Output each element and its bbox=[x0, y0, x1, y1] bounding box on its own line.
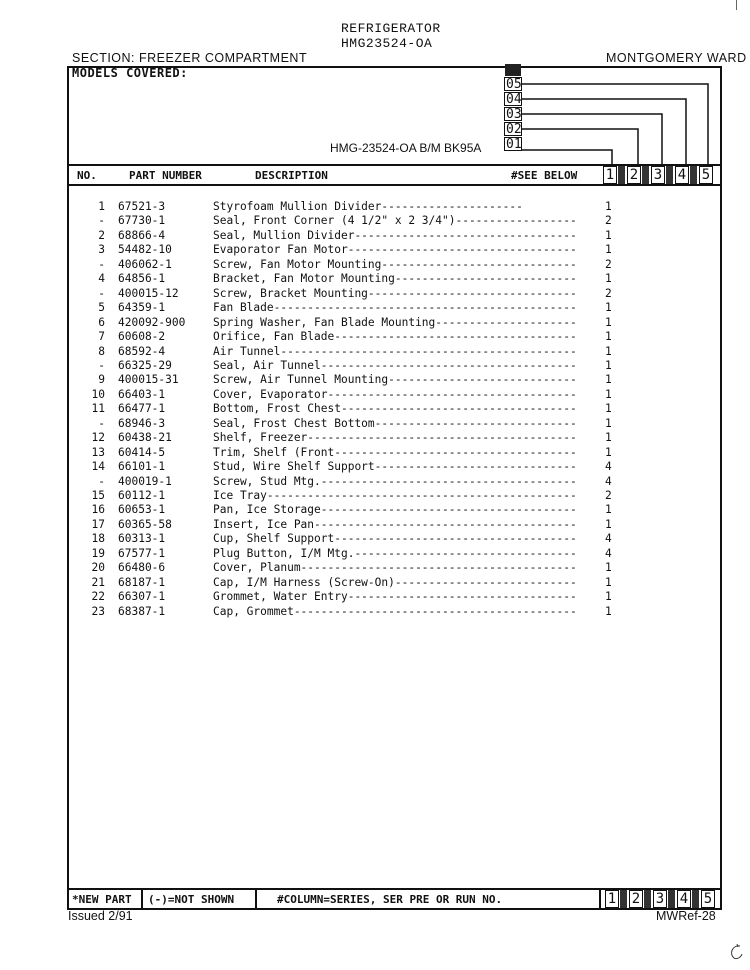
part-quantity: 2 bbox=[605, 214, 612, 228]
part-number: 420092-900 bbox=[118, 315, 186, 329]
part-quantity: 4 bbox=[605, 546, 612, 560]
footer-series-divider bbox=[692, 890, 699, 908]
footer-divider bbox=[599, 890, 601, 908]
part-number: 68592-4 bbox=[118, 344, 166, 358]
model-line: HMG-23524-OA B/M BK95A bbox=[330, 141, 482, 155]
header-series-num-5: 5 bbox=[699, 166, 713, 184]
item-number: - bbox=[98, 257, 105, 271]
part-description: Seal, Frost Chest Bottom------------------------------ bbox=[213, 416, 577, 430]
part-quantity: 1 bbox=[605, 315, 612, 329]
header-series-num-3: 3 bbox=[651, 166, 665, 184]
part-number: 67577-1 bbox=[118, 546, 166, 560]
part-description: Cup, Shelf Support------------------------------------ bbox=[213, 532, 577, 546]
part-description: Orifice, Fan Blade------------------------------------ bbox=[213, 330, 577, 344]
part-number: 66480-6 bbox=[118, 561, 166, 575]
item-number: 6 bbox=[98, 315, 105, 329]
series-box-02: 02 bbox=[506, 122, 522, 137]
part-description: Bottom, Frost Chest----------------------------------- bbox=[213, 402, 577, 416]
item-number: 17 bbox=[91, 517, 105, 531]
part-quantity: 1 bbox=[605, 358, 612, 372]
item-number: 10 bbox=[91, 387, 105, 401]
part-number: 60653-1 bbox=[118, 503, 166, 517]
part-description: Pan, Ice Storage-------------------------------------- bbox=[213, 503, 577, 517]
part-number: 406062-1 bbox=[118, 257, 172, 271]
part-number: 60112-1 bbox=[118, 489, 166, 502]
footer-series-num-1: 1 bbox=[605, 890, 619, 908]
part-quantity: 1 bbox=[605, 387, 612, 401]
doc-model: HMG23524-OA bbox=[341, 36, 433, 51]
part-description: Evaporator Fan Motor---------------------------------- bbox=[213, 243, 577, 257]
part-quantity: 4 bbox=[605, 460, 612, 474]
part-number: 66307-1 bbox=[118, 590, 166, 604]
part-quantity: 1 bbox=[605, 517, 612, 531]
header-series-num-4: 4 bbox=[675, 166, 689, 184]
part-description: Trim, Shelf (Front------------------------------------ bbox=[213, 445, 577, 459]
part-number: 68387-1 bbox=[118, 604, 166, 618]
footer-series-divider bbox=[668, 890, 675, 908]
part-description: Shelf, Freezer---------------------------------------- bbox=[213, 431, 577, 445]
part-quantity: 2 bbox=[605, 286, 612, 300]
item-number: 3 bbox=[98, 243, 105, 257]
part-description: Screw, Bracket Mounting------------------------------- bbox=[213, 286, 577, 300]
part-number: 60365-58 bbox=[118, 517, 172, 531]
header-series-divider bbox=[666, 166, 673, 184]
part-description: Cover, Evaporator------------------------------------- bbox=[213, 387, 577, 401]
part-quantity: 4 bbox=[605, 474, 612, 488]
part-quantity: 1 bbox=[605, 200, 612, 213]
series-box-03: 03 bbox=[506, 107, 522, 122]
item-number: - bbox=[98, 416, 105, 430]
part-description: Grommet, Water Entry---------------------------------- bbox=[213, 590, 577, 604]
series-box-04: 04 bbox=[506, 92, 522, 107]
item-number: 20 bbox=[91, 561, 105, 575]
footer-series-divider bbox=[644, 890, 651, 908]
item-number: 21 bbox=[91, 575, 105, 589]
col-header-no: NO. bbox=[77, 169, 97, 182]
part-number: 64856-1 bbox=[118, 272, 166, 286]
part-number: 66325-29 bbox=[118, 358, 172, 372]
item-number: 14 bbox=[91, 460, 105, 474]
part-number: 68866-4 bbox=[118, 228, 166, 242]
issued-date: Issued 2/91 bbox=[68, 909, 133, 923]
part-quantity: 1 bbox=[605, 431, 612, 445]
part-quantity: 1 bbox=[605, 243, 612, 257]
part-quantity: 2 bbox=[605, 257, 612, 271]
part-number: 60313-1 bbox=[118, 532, 166, 546]
part-number: 60438-21 bbox=[118, 431, 172, 445]
handwritten-mark bbox=[726, 942, 746, 964]
item-number: 16 bbox=[91, 503, 105, 517]
part-quantity: 1 bbox=[605, 561, 612, 575]
part-description: Plug Button, I/M Mtg.--------------------------------- bbox=[213, 546, 577, 560]
item-number: - bbox=[98, 286, 105, 300]
part-number: 66101-1 bbox=[118, 460, 166, 474]
series-box-05: 05 bbox=[506, 77, 522, 92]
part-description: Stud, Wire Shelf Support------------------------------ bbox=[213, 460, 577, 474]
models-covered-label: MODELS COVERED: bbox=[72, 66, 188, 80]
part-description: Screw, Fan Motor Mounting----------------------------- bbox=[213, 257, 577, 271]
col-header-part-number: PART NUMBER bbox=[129, 169, 202, 182]
part-quantity: 2 bbox=[605, 489, 612, 502]
section-label: SECTION: FREEZER COMPARTMENT bbox=[72, 51, 308, 65]
item-number: 19 bbox=[91, 546, 105, 560]
part-quantity: 1 bbox=[605, 402, 612, 416]
footer-divider bbox=[255, 890, 257, 908]
part-number: 66403-1 bbox=[118, 387, 166, 401]
item-number: 8 bbox=[98, 344, 105, 358]
doc-title: REFRIGERATOR bbox=[341, 21, 441, 36]
footer-divider bbox=[141, 890, 143, 908]
part-description: Insert, Ice Pan--------------------------------------- bbox=[213, 517, 577, 531]
part-quantity: 1 bbox=[605, 590, 612, 604]
footer-series-divider bbox=[620, 890, 627, 908]
item-number: 11 bbox=[91, 402, 105, 416]
part-description: Seal, Front Corner (4 1/2" x 2 3/4")------------------ bbox=[213, 214, 577, 228]
legend-not-shown: (-)=NOT SHOWN bbox=[148, 893, 235, 906]
item-number: 1 bbox=[98, 200, 105, 213]
part-quantity: 1 bbox=[605, 604, 612, 618]
part-number: 60414-5 bbox=[118, 445, 166, 459]
part-number: 400015-31 bbox=[118, 373, 179, 387]
legend-new-part: *NEW PART bbox=[72, 893, 132, 906]
part-quantity: 1 bbox=[605, 575, 612, 589]
part-number: 400015-12 bbox=[118, 286, 179, 300]
part-number: 68946-3 bbox=[118, 416, 166, 430]
header-series-num-1: 1 bbox=[603, 166, 617, 184]
item-number: 18 bbox=[91, 532, 105, 546]
column-header-row bbox=[67, 164, 722, 186]
header-series-divider bbox=[618, 166, 625, 184]
item-number: 13 bbox=[91, 445, 105, 459]
part-quantity: 4 bbox=[605, 532, 612, 546]
part-number: 67521-3 bbox=[118, 200, 166, 213]
part-description: Fan Blade--------------------------------------------- bbox=[213, 301, 577, 315]
part-number: 54482-10 bbox=[118, 243, 172, 257]
header-series-divider bbox=[690, 166, 697, 184]
part-description: Ice Tray---------------------------------------------- bbox=[213, 489, 577, 502]
part-quantity: 1 bbox=[605, 330, 612, 344]
part-number: 68187-1 bbox=[118, 575, 166, 589]
item-number: 12 bbox=[91, 431, 105, 445]
item-number: - bbox=[98, 214, 105, 228]
item-number: 7 bbox=[98, 330, 105, 344]
header-series-divider bbox=[642, 166, 649, 184]
part-number: 66477-1 bbox=[118, 402, 166, 416]
footer-series-num-4: 4 bbox=[677, 890, 691, 908]
part-number: 60608-2 bbox=[118, 330, 166, 344]
part-description: Screw, Stud Mtg.-------------------------------------- bbox=[213, 474, 577, 488]
part-description: Spring Washer, Fan Blade Mounting--------------------- bbox=[213, 315, 577, 329]
footer-series-num-3: 3 bbox=[653, 890, 667, 908]
part-quantity: 1 bbox=[605, 228, 612, 242]
col-header-description: DESCRIPTION bbox=[255, 169, 328, 182]
item-number: 2 bbox=[98, 228, 105, 242]
item-number: 9 bbox=[98, 373, 105, 387]
part-description: Seal, Air Tunnel-------------------------------------- bbox=[213, 358, 577, 372]
col-header-see-below: #SEE BELOW bbox=[511, 169, 578, 182]
part-quantity: 1 bbox=[605, 416, 612, 430]
part-quantity: 1 bbox=[605, 445, 612, 459]
part-description: Screw, Air Tunnel Mounting---------------------------- bbox=[213, 373, 577, 387]
brand-label: MONTGOMERY WARD bbox=[606, 51, 747, 65]
footer-series-num-2: 2 bbox=[629, 890, 643, 908]
part-number: 64359-1 bbox=[118, 301, 166, 315]
part-quantity: 1 bbox=[605, 503, 612, 517]
legend-column-note: #COLUMN=SERIES, SER PRE OR RUN NO. bbox=[277, 893, 503, 906]
reference-code: MWRef-28 bbox=[656, 909, 716, 923]
footer-legend bbox=[67, 888, 722, 910]
part-description: Bracket, Fan Motor Mounting--------------------------- bbox=[213, 272, 577, 286]
part-description: Seal, Mullion Divider--------------------------------- bbox=[213, 228, 577, 242]
item-number: 22 bbox=[91, 590, 105, 604]
part-number: 400019-1 bbox=[118, 474, 172, 488]
part-description: Cap, Grommet------------------------------------------ bbox=[213, 604, 577, 618]
item-number: 5 bbox=[98, 301, 105, 315]
item-number: 4 bbox=[98, 272, 105, 286]
series-box-01: 01 bbox=[506, 137, 522, 152]
part-quantity: 1 bbox=[605, 301, 612, 315]
item-number: 15 bbox=[91, 489, 105, 502]
part-number: 67730-1 bbox=[118, 214, 166, 228]
header-series-num-2: 2 bbox=[627, 166, 641, 184]
item-number: - bbox=[98, 358, 105, 372]
part-quantity: 1 bbox=[605, 373, 612, 387]
part-quantity: 1 bbox=[605, 272, 612, 286]
part-description: Cap, I/M Harness (Screw-On)--------------------------- bbox=[213, 575, 577, 589]
footer-series-num-5: 5 bbox=[701, 890, 715, 908]
item-number: - bbox=[98, 474, 105, 488]
part-description: Air Tunnel-------------------------------------------- bbox=[213, 344, 577, 358]
item-number: 23 bbox=[91, 604, 105, 618]
part-description: Cover, Planum----------------------------------------- bbox=[213, 561, 577, 575]
part-description: Styrofoam Mullion Divider--------------------- bbox=[213, 200, 523, 213]
part-quantity: 1 bbox=[605, 344, 612, 358]
